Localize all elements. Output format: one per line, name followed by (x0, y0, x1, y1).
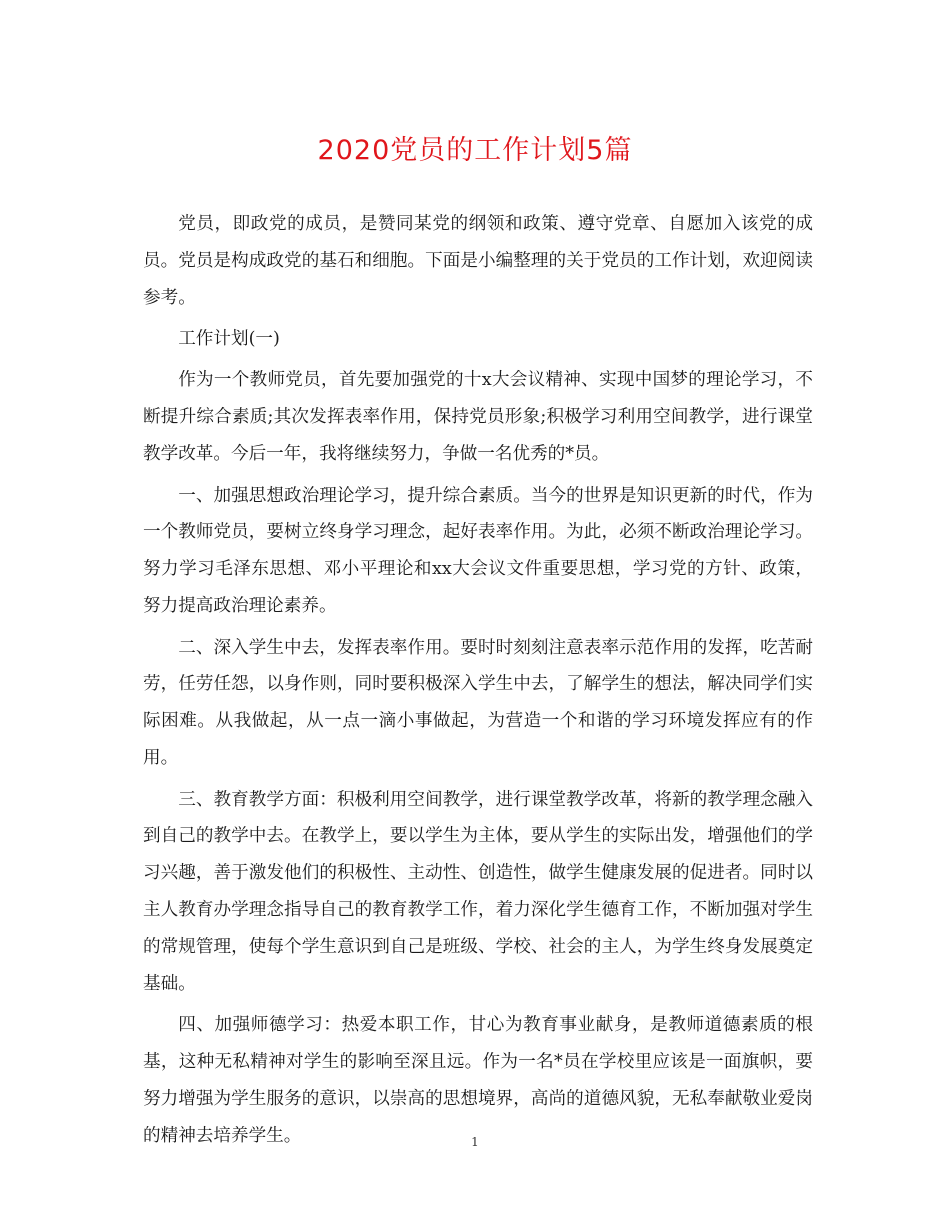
document-body (143, 206, 813, 1159)
section-heading: 工作计划(一) (178, 329, 280, 350)
body-paragraph: 四、加强师德学习：热爱本职工作，甘心为教育事业献身，是教师道德素质的根基，这种无私精神对学生的影响至深且远。作为一名*员在学校里应该是一面旗帜，要努力增强为学生服务的意识，以崇高的思想境界，高尚的道德风貌，无私奉献敬业爱岗的精神去培养学生。 (143, 1015, 813, 1147)
body-paragraph: 一、加强思想政治理论学习，提升综合素质。当今的世界是知识更新的时代，作为一个教师党员，要树立终身学习理念，起好表率作用。为此，必须不断政治理论学习。努力学习毛泽东思想、邓小平理论和xx大会议文件重要思想，学习党的方针、政策，努力提高政治理论素养。 (143, 485, 813, 617)
intro-paragraph: 党员，即政党的成员，是赞同某党的纲领和政策、遵守党章、自愿加入该党的成员。党员是构成政党的基石和细胞。下面是小编整理的关于党员的工作计划，欢迎阅读参考。 (143, 214, 813, 308)
page-number: 1 (471, 1135, 479, 1149)
body-paragraph: 作为一个教师党员，首先要加强党的十x大会议精神、实现中国梦的理论学习，不断提升综合素质;其次发挥表率作用，保持党员形象;积极学习利用空间教学，进行课堂教学改革。今后一年，我将继续努力，争做一名优秀的*员。 (143, 370, 813, 465)
body-paragraph: 二、深入学生中去，发挥表率作用。要时时刻刻注意表率示范作用的发挥，吃苦耐劳，任劳任怨，以身作则，同时要积极深入学生中去，了解学生的想法，解决同学们实际困难。从我做起，从一点一滴小事做起，为营造一个和谐的学习环境发挥应有的作用。 (143, 637, 813, 769)
body-paragraph: 三、教育教学方面：积极利用空间教学，进行课堂教学改革，将新的教学理念融入到自己的教学中去。在教学上，要以学生为主体，要从学生的实际出发，增强他们的学习兴趣，善于激发他们的积极性、主动性、创造性，做学生健康发展的促进者。同时以主人教育办学理念指导自己的教育教学工作，着力深化学生德育工作，不断加强对学生的常规管理，使每个学生意识到自己是班级、学校、社会的主人，为学生终身发展奠定基础。 (143, 789, 813, 995)
document-title: 2020党员的工作计划5篇 (317, 135, 633, 166)
